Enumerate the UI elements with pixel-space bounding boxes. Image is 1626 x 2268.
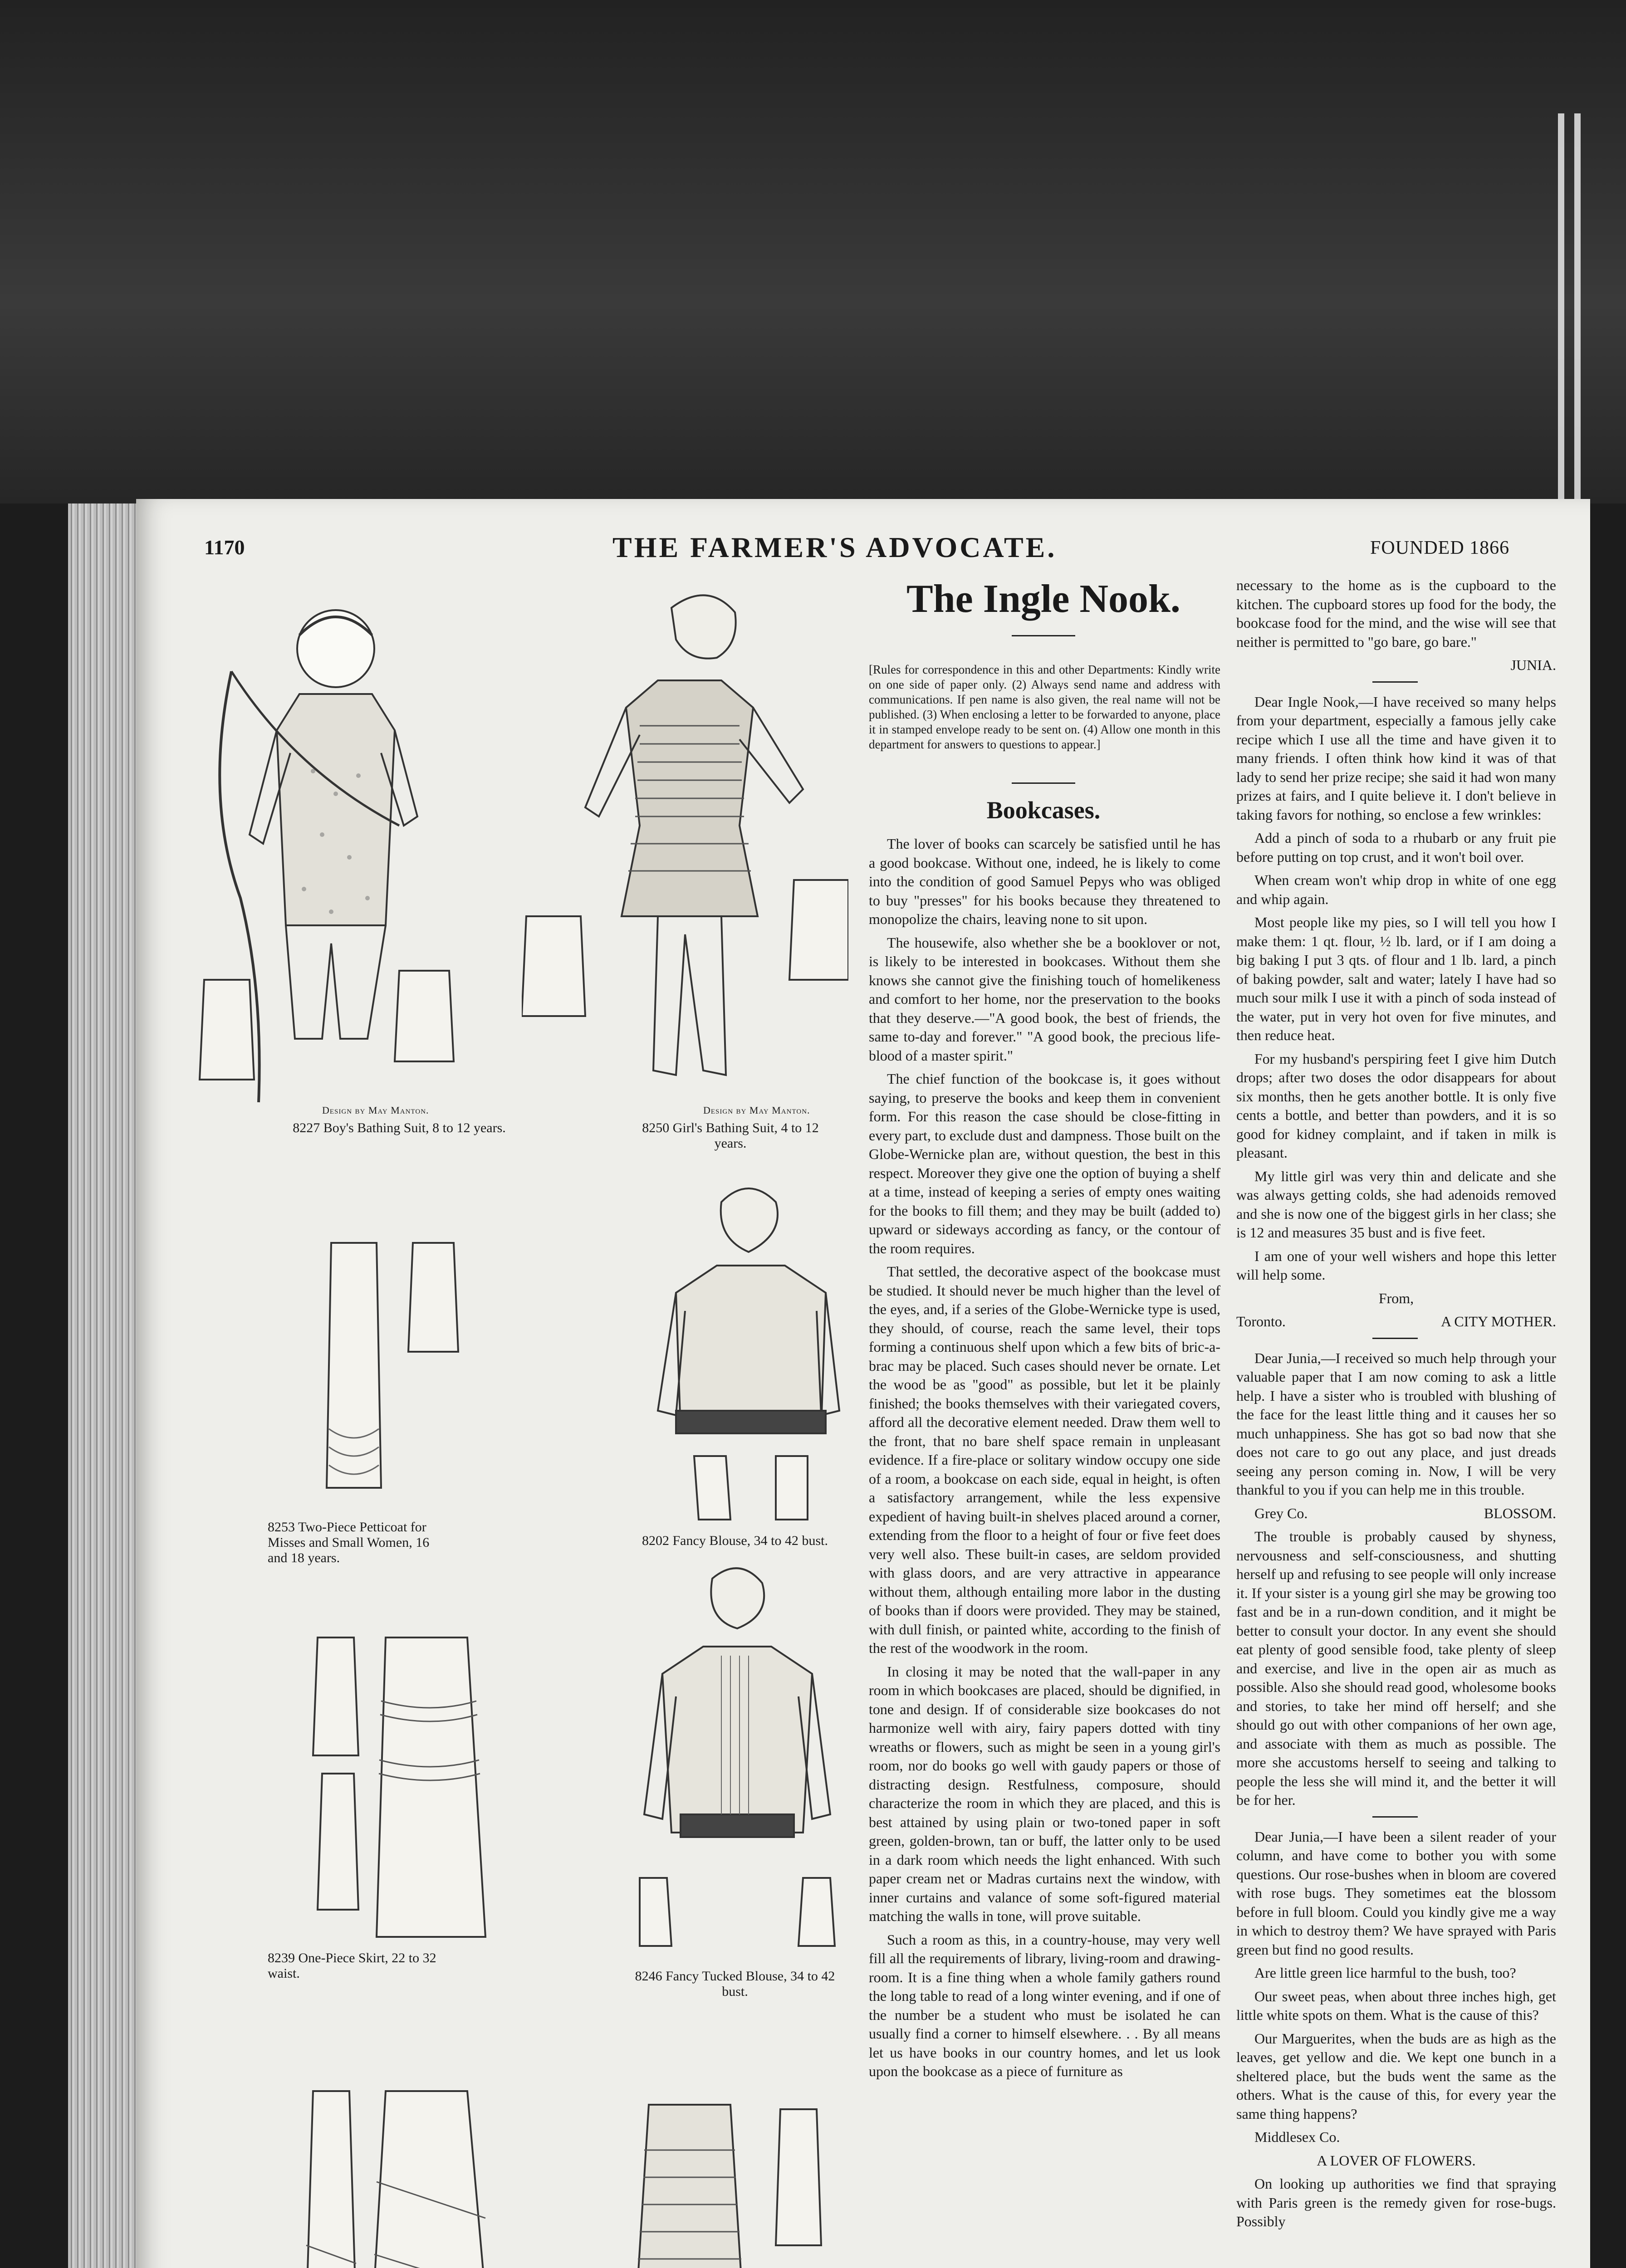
design-credit: Design by May Manton. (322, 1105, 429, 1116)
paragraph: Our Marguerites, when the buds are as high as the leaves, get yellow and die. We kept one bunch in a sheltered place, but the buds went the same as the others. What is the cause of this, for every year the same thing happens? (1236, 2030, 1556, 2122)
figure-caption: 8239 One-Piece Skirt, 22 to 32 waist. (268, 1950, 436, 1981)
signature-place: Middlesex Co. (1254, 2129, 1340, 2145)
fancy-blouse-illustration (649, 1175, 848, 1529)
boys-bathing-suit-illustration (186, 581, 467, 1111)
rules-note: [Rules for correspondence in this and other Departments: Kindly write on one side of paper only. (2) Always send name and address with communications. If pen name is also given, the real name will not be published. (3) When enclosing a letter to be forwarded to anyone, place it in stamped envelope ready to be sent on. (4) Allow one month in this department for answers to questions to appear.] (869, 663, 1220, 751)
letters-column (1236, 576, 1556, 2236)
paragraph: Are little green lice harmful to the bush, too? (1254, 1965, 1516, 1981)
paragraph: On looking up authorities we find that spraying with Paris green is the remedy given for rose-bugs. Possibly (1236, 2175, 1556, 2229)
signature: A LOVER OF FLOWERS. (1317, 2152, 1476, 2169)
figure-caption: 8227 Boy's Bathing Suit, 8 to 12 years. (293, 1120, 506, 1135)
figure-caption: 8253 Two-Piece Petticoat for Misses and Small Women, 16 and 18 years. (268, 1520, 430, 1565)
signature: BLOSSOM. (1484, 1505, 1556, 1521)
paragraph: I am one of your well wishers and hope this letter will help some. (1236, 1247, 1556, 1283)
design-credit: Design by May Manton. (703, 1105, 810, 1116)
paragraph: When cream won't whip drop in white of one egg and whip again. (1236, 872, 1556, 907)
newspaper-page (136, 499, 1590, 2268)
closing: From, (1378, 1290, 1414, 1306)
paragraph: For my husband's perspiring feet I give him Dutch drops; after two doses the odor disappears for about six months, then he gets another bottle. It is only five cents a bottle, and better than powders, and it is so good for kidney complaint, and if taken in milk is pleasant. (1236, 1050, 1556, 1161)
founded-line: FOUNDED 1866 (1370, 538, 1510, 558)
signature-place: Toronto. (1236, 1313, 1286, 1330)
paragraph: The chief function of the bookcase is, it goes without saying, to preserve the books and keep them in convenient form. For this reason the case should be close-fitting in every part, to exclude dust and dampness. Those built on the Globe-Wernicke plan are, without question, the best in this respect. Moreover they give one the option of buying a shelf at a time, instead of keeping a series of empty ones waiting for the books to fill them; and they may be built (added to) upward or sideways according as fancy, or the contour of the room requires. (869, 1070, 1220, 1256)
paragraph: That settled, the decorative aspect of the bookcase must be studied. It should never be much higher than the level of the eyes, and, if a series of the Globe-Wernicke type is used, they should, of course, reach the same level, their tops forming a continuous shelf upon which a few bits of bric-a-brac may be placed. Such cases should never be ornate. Let the wood be as "good" as possible, but let it be plainly finished; the books themselves with their variegated covers, afford all the decorative element needed. Draw them well to the front, that no bare shelf space remain in unpleasant evidence. If a fire-place or solitary window occupy one side of a room, a bookcase on each side, equal in height, is often a satisfactory arrangement, while the less expensive expedient of having built-in shelves placed around a corner, extending from the floor to a height of four or five feet does very well also. These built-in cases, are seldom provided with glass doors, and are very attractive in appearance without them, although entailing more labor in the dusting of books than if doors were provided. They may be stained, with dull finish, or painted white, according to the finish of the rest of the woodwork in the room. (869, 1263, 1220, 1656)
one-piece-skirt-illustration (295, 1628, 495, 1946)
paragraph: Such a room as this, in a country-house, may very well fill all the requirements of library, living-room and drawing-room. It is a fine thing when a whole family gathers round the long table to read of a long winter evening, and if one of the number be a student who must be isolated he can usually find a corner to himself elsewhere. . . By all means let us have books in our country homes, and let us look upon the bookcase as a piece of furniture as (869, 1931, 1220, 2079)
figure-caption: 8246 Fancy Tucked Blouse, 34 to 42 bust. (635, 1969, 835, 1999)
divider (1012, 782, 1075, 784)
section-title: The Ingle Nook. (906, 577, 1180, 621)
paragraph: Add a pinch of soda to a rhubarb or any fruit pie before putting on top crust, and it won't boil over. (1236, 830, 1556, 865)
signature-line (1236, 1312, 1556, 1331)
figure-caption: 8202 Fancy Blouse, 34 to 42 bust. (642, 1533, 828, 1548)
paragraph: necessary to the home as is the cupboard to the kitchen. The cupboard stores up food for the body, the bookcase food for the mind, and the wise will see that neither is permitted to "go bare, go bare." (1236, 577, 1556, 650)
divider (1372, 681, 1418, 683)
girls-bathing-suit-illustration (522, 572, 848, 1116)
two-piece-skirt-illustration (286, 2082, 504, 2268)
signature-line (1236, 1504, 1556, 1523)
paragraph: My little girl was very thin and delicate and she was always getting colds, she had adenoids removed and she is now one of the biggest girls in her class; she is 12 and measures 35 bust and is five feet. (1236, 1168, 1556, 1241)
paragraph: The trouble is probably caused by shyness, nervousness and self-consciousness, and shutting herself up and refusing to see people will only increase it. If your sister is a young girl she may be growing too fast and be in a run-down condition, and it might be better to consult your doctor. In any event she should eat plenty of good sensible food, take plenty of sleep and exercise, and live in the open air as much as possible. Also she should read good, wholesome books and stories, to take her mind off herself; and she should go out with other companions of her own age, and associate with them as much as possible. The more she accustoms herself to seeing and talking to people the less she will mind it, and the better it will be for her. (1236, 1528, 1556, 1808)
figure-caption: 8250 Girl's Bathing Suit, 4 to 12 years. (642, 1120, 819, 1151)
page-number: 1170 (204, 536, 245, 559)
article-title: Bookcases. (986, 797, 1101, 824)
paragraph: Our sweet peas, when about three inches high, get little white spots on them. What is the cause of this? (1236, 1988, 1556, 2023)
divider (1372, 1816, 1418, 1818)
article-column (869, 835, 1220, 2086)
divider (1372, 1338, 1418, 1339)
paragraph: Most people like my pies, so I will tell you how I make them: 1 qt. flour, ½ lb. lard, or if I am doing a big baking I put 3 qts. of flour and 1 lb. lard, a pinch of baking powder, salt and water; lately I have had so much sour milk I use it with a pinch of soda instead of the water, put in very hot oven for five minutes, and then reduce heat. (1236, 914, 1556, 1043)
signature: JUNIA. (1510, 657, 1556, 673)
scan-background-top (0, 0, 1626, 503)
paragraph: In closing it may be noted that the wall-paper in any room in which bookcases are placed, should be dignified, in tone and design. If of considerable size bookcases do not harmonize well with airy, fairy papers dotted with tiny wreaths or flowers, such as might be seen in a young girl's room, nor do books go well with gaudy papers or those of distracting design. Restfulness, composure, should characterize the room in which they are placed, and this is best attained by using plain or two-toned paper in soft green, golden-brown, tan or buff, the latter only to be used in a dark room which needs the light enhanced. With such paper cream net or Madras curtains next the window, with inner curtains and valance of some soft-figured material matching the walls in tone, will prove suitable. (869, 1663, 1220, 1924)
masthead: THE FARMER'S ADVOCATE. (612, 531, 1057, 563)
petticoat-illustration (304, 1234, 476, 1515)
misses-skirt-illustration (612, 2096, 839, 2268)
pattern-illustrations (177, 572, 885, 2268)
paragraph: Dear Junia,—I have been a silent reader of your column, and have come to bother you with some questions. Our rose-bushes when in bloom are covered with rose bugs. They sometimes eat the blossom before in full bloom. Could you kindly give me a way in which to destroy them? We have sprayed with Paris green but find no good results. (1236, 1828, 1556, 1958)
page-header (136, 499, 1590, 563)
signature: A CITY MOTHER. (1441, 1313, 1556, 1330)
paragraph: The housewife, also whether she be a booklover or not, is likely to be interested in bookcases. Without them she knows she cannot give the finishing touch of homelikeness and comfort to her home, nor the preservation to the books that they deserve.—"A good book, the best of friends, the same to-day and forever." "A good book, the precious life-blood of a master spirit." (869, 934, 1220, 1064)
paragraph: Dear Junia,—I received so much help through your valuable paper that I am now coming to ask a little help. I have a sister who is troubled with blushing of the face for the least little thing and it causes her so much unhappiness. She has got so bad now that she does not care to go out any place, and just dreads seeing any person coming in. Now, I will be very thankful to you if you can help me in this trouble. (1236, 1349, 1556, 1498)
paragraph: The lover of books can scarcely be satisfied until he has a good bookcase. Without one, indeed, he is likely to come into the condition of good Samuel Pepys who was obliged to buy "presses" for his books because they threatened to monopolize the chairs, leaving none to sit upon. (869, 836, 1220, 927)
paragraph: Dear Ingle Nook,—I have received so many helps from your department, especially a famous jelly cake recipe which I use all the time and have given it to many friends. I often think how kind it was of that lady to send her prize recipe; she said it had won many prizes at fairs, and I quite believe it. I don't believe in taking favors for nothing, so enclose a few wrinkles: (1236, 693, 1556, 823)
tucked-blouse-illustration (631, 1560, 839, 1960)
divider (1012, 635, 1075, 636)
signature-place: Grey Co. (1254, 1505, 1308, 1521)
